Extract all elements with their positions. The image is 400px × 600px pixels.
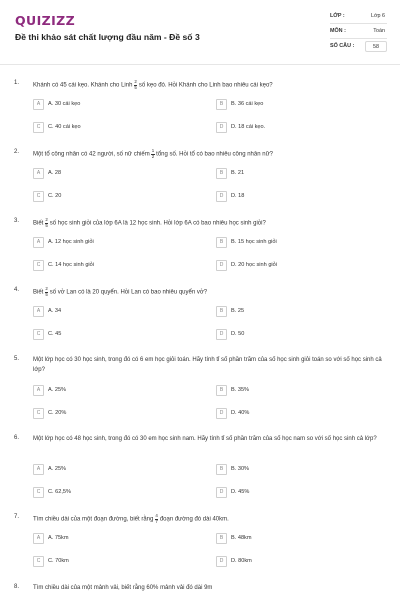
option-text: A. 25% — [48, 466, 67, 472]
answer-option-d[interactable] — [216, 260, 366, 271]
option-letter-box: C — [33, 408, 44, 419]
question-text — [33, 514, 385, 525]
fraction-denominator: 5 — [45, 291, 48, 297]
question-text-part: Tìm chiều dài của một đoạn đường, biết rằng — [33, 516, 154, 523]
meta-count-value: 58 — [365, 41, 387, 52]
option-text: B. 21 — [231, 170, 245, 176]
option-text: C. 20% — [48, 410, 67, 416]
question-text — [33, 435, 385, 445]
question-number: 6. — [14, 435, 20, 441]
worksheet-meta — [330, 11, 387, 54]
option-text: C. 70km — [48, 558, 69, 564]
option-letter-box: D — [216, 556, 227, 567]
question-text — [33, 149, 385, 160]
fraction — [155, 514, 158, 524]
option-text: C. 40 cái kẹo — [48, 124, 81, 130]
question-number: 3. — [14, 218, 20, 224]
answer-option-b[interactable] — [216, 306, 366, 317]
option-letter-box: B — [216, 306, 227, 317]
fraction-numerator: 2 — [45, 217, 48, 222]
answer-option-b[interactable] — [216, 464, 366, 475]
option-letter-box: A — [33, 99, 44, 110]
option-letter-box: A — [33, 237, 44, 248]
question-text — [33, 287, 385, 298]
meta-grade-label: LỚP : — [330, 13, 345, 19]
answer-option-c[interactable] — [33, 260, 183, 271]
meta-count-label: SỐ CÂU : — [330, 43, 355, 49]
option-text: B. 48km — [231, 535, 252, 541]
question-number: 4. — [14, 287, 20, 293]
fraction-numerator: 2 — [45, 286, 48, 291]
answer-option-d[interactable] — [216, 487, 366, 498]
question-text-part: Tìm chiều dài của một mảnh vải, biết rằng 60% mảnh vải đó dài 9m — [33, 585, 213, 591]
option-text: B. 36 cái kẹo — [231, 101, 264, 107]
option-letter-box: D — [216, 487, 227, 498]
option-letter-box: B — [216, 99, 227, 110]
option-text: C. 20 — [48, 193, 62, 199]
question-text-part: tổng số. Hỏi tổ có bao nhiêu công nhân nữ? — [156, 151, 273, 158]
meta-grade-row — [330, 11, 387, 24]
question-text — [33, 218, 385, 229]
option-text: D. 20 học sinh giỏi — [231, 262, 278, 268]
answer-option-b[interactable] — [216, 533, 366, 544]
option-text: A. 34 — [48, 308, 62, 314]
fraction — [45, 287, 48, 297]
question-number: 5. — [14, 356, 20, 362]
option-letter-box: B — [216, 533, 227, 544]
question-text-part: Một lớp học có 30 học sinh, trong đó có 6 em học giỏi toán. Hãy tính tỉ số phần trăm của số học sinh giỏi toán so với số học sinh cả lớp? — [33, 357, 382, 373]
question-text — [33, 584, 385, 594]
question-text-part: Một tổ công nhân có 42 người, số nữ chiếm — [33, 151, 150, 158]
option-letter-box: C — [33, 556, 44, 567]
option-text: B. 15 học sinh giỏi — [231, 239, 277, 245]
option-text: C. 62,5% — [48, 489, 72, 495]
option-letter-box: A — [33, 168, 44, 179]
option-text: D. 80km — [231, 558, 252, 564]
option-letter-box: B — [216, 237, 227, 248]
fraction-numerator: 4 — [155, 513, 158, 518]
answer-option-c[interactable] — [33, 408, 183, 419]
fraction-denominator: 5 — [45, 222, 48, 228]
answer-option-c[interactable] — [33, 191, 183, 202]
meta-subject-value: Toán — [373, 28, 385, 34]
option-letter-box: B — [216, 168, 227, 179]
option-letter-box: C — [33, 260, 44, 271]
option-letter-box: A — [33, 464, 44, 475]
header-divider — [0, 64, 400, 65]
answer-option-a[interactable] — [33, 533, 183, 544]
answer-option-c[interactable] — [33, 487, 183, 498]
option-text: A. 25% — [48, 387, 67, 393]
worksheet-header — [0, 0, 400, 64]
fraction-denominator: 7 — [155, 518, 158, 524]
option-text: D. 18 cái kẹo. — [231, 124, 266, 130]
answer-option-b[interactable] — [216, 237, 366, 248]
option-letter-box: C — [33, 122, 44, 133]
option-text: A. 28 — [48, 170, 62, 176]
answer-option-c[interactable] — [33, 122, 183, 133]
quizizz-logo[interactable]: QUIZIZZ — [15, 13, 76, 28]
answer-option-b[interactable] — [216, 99, 366, 110]
answer-option-c[interactable] — [33, 329, 183, 340]
option-text: D. 45% — [231, 489, 250, 495]
option-text: D. 18 — [231, 193, 245, 199]
fraction — [45, 218, 48, 228]
option-letter-box: D — [216, 260, 227, 271]
option-letter-box: A — [33, 533, 44, 544]
fraction — [151, 149, 154, 159]
option-text: B. 35% — [231, 387, 250, 393]
question-text-part: Biết — [33, 220, 44, 227]
fraction-denominator: 5 — [134, 84, 137, 90]
answer-option-d[interactable] — [216, 191, 366, 202]
option-letter-box: D — [216, 122, 227, 133]
option-text: D. 40% — [231, 410, 250, 416]
option-text: A. 75km — [48, 535, 69, 541]
answer-option-a[interactable] — [33, 385, 183, 396]
option-text: A. 12 học sinh giỏi — [48, 239, 94, 245]
option-letter-box: C — [33, 487, 44, 498]
answer-option-d[interactable] — [216, 408, 366, 419]
option-text: D. 50 — [231, 331, 245, 337]
question-text-part: số vở Lan có là 20 quyển. Hỏi Lan có bao nhiêu quyển vở? — [49, 289, 208, 296]
fraction-numerator: 2 — [134, 79, 137, 84]
question-text-part: Một lớp học có 48 học sinh, trong đó có 30 em học sinh nam. Hãy tính tỉ số phần trăm của số học nam so với số học sinh cả lớp? — [33, 436, 377, 442]
option-text: C. 45 — [48, 331, 62, 337]
meta-grade-value: Lớp 6 — [370, 13, 385, 19]
fraction-numerator: 1 — [151, 148, 155, 153]
option-letter-box: A — [33, 385, 44, 396]
option-letter-box: D — [216, 408, 227, 419]
answer-option-b[interactable] — [216, 168, 366, 179]
answer-option-a[interactable] — [33, 99, 183, 110]
worksheet-title: Đề thi khảo sát chất lượng đầu năm - Đề số 3 — [15, 32, 200, 42]
option-text: B. 30% — [231, 466, 250, 472]
meta-subject-row — [330, 26, 387, 39]
question-text-part: Khánh có 45 cái kẹo. Khánh cho Linh — [33, 82, 133, 89]
question-text — [33, 356, 385, 375]
question-number: 8. — [14, 584, 20, 590]
question-text-part: số kẹo đó. Hỏi Khánh cho Linh bao nhiêu cái kẹo? — [138, 82, 273, 89]
option-text: A. 30 cái kẹo — [48, 101, 81, 107]
option-letter-box: C — [33, 191, 44, 202]
answer-option-b[interactable] — [216, 385, 366, 396]
option-letter-box: A — [33, 306, 44, 317]
question-text-part: số học sinh giỏi của lớp 6A là 12 học sinh. Hỏi lớp 6A có bao nhiêu học sinh giỏi? — [49, 220, 266, 227]
option-text: C. 14 học sinh giỏi — [48, 262, 95, 268]
option-letter-box: B — [216, 385, 227, 396]
answer-option-a[interactable] — [33, 168, 183, 179]
fraction — [134, 80, 137, 90]
question-text-part: Biết — [33, 289, 44, 296]
meta-count-row — [330, 41, 387, 54]
answer-option-a[interactable] — [33, 237, 183, 248]
answer-option-d[interactable] — [216, 122, 366, 133]
option-letter-box: D — [216, 329, 227, 340]
question-number: 2. — [14, 149, 20, 155]
option-text: B. 25 — [231, 308, 245, 314]
question-number: 7. — [14, 514, 20, 520]
option-letter-box: B — [216, 464, 227, 475]
meta-subject-label: MÔN : — [330, 28, 346, 34]
question-number: 1. — [14, 80, 20, 86]
answer-option-a[interactable] — [33, 306, 183, 317]
question-text-part: đoạn đường đó dài 40km. — [159, 516, 229, 523]
answer-option-c[interactable] — [33, 556, 183, 567]
option-letter-box: C — [33, 329, 44, 340]
answer-option-d[interactable] — [216, 329, 366, 340]
fraction-denominator: 2 — [151, 153, 155, 159]
answer-option-d[interactable] — [216, 556, 366, 567]
question-text — [33, 80, 385, 91]
option-letter-box: D — [216, 191, 227, 202]
answer-option-a[interactable] — [33, 464, 183, 475]
